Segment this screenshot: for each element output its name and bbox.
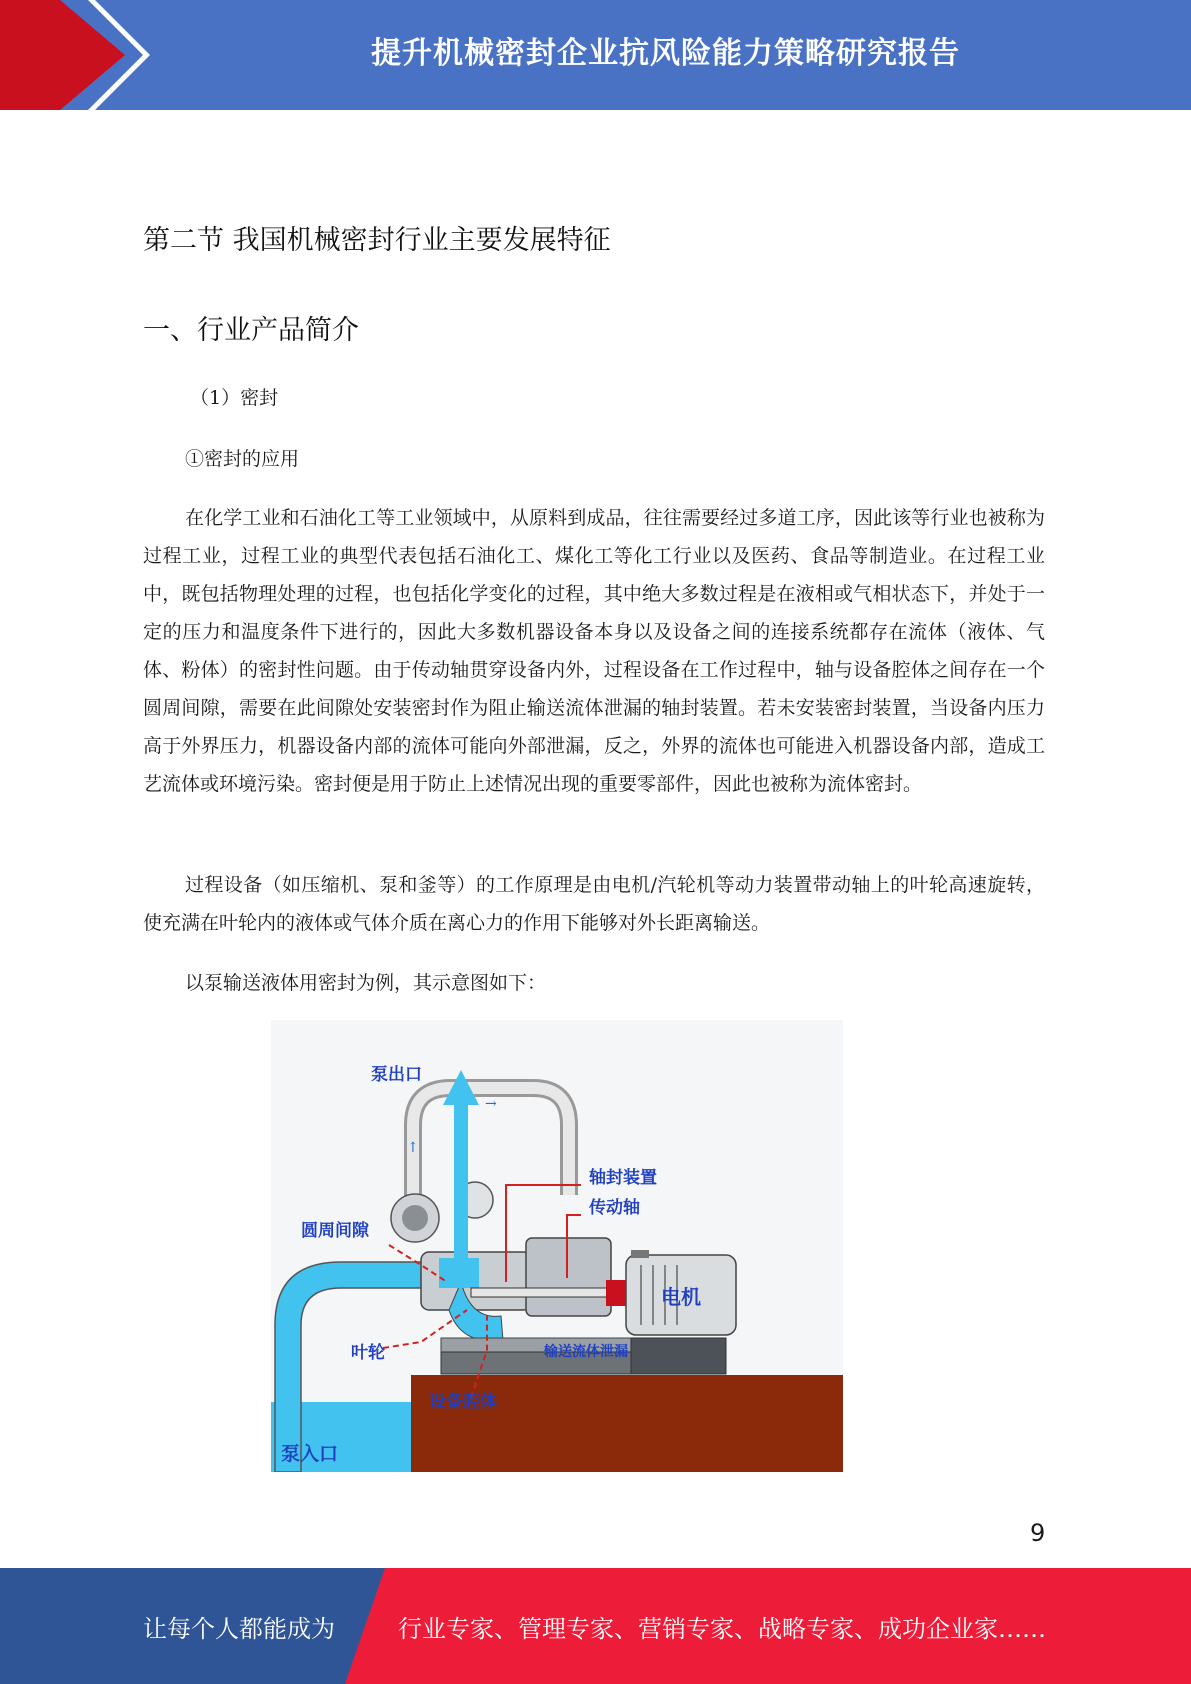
footer-slogan-left: 让每个人都能成为 [143, 1614, 335, 1643]
label-inlet: 泵入口 [281, 1443, 339, 1465]
label-impeller: 叶轮 [351, 1343, 385, 1363]
svg-text:↑: ↑ [407, 1140, 419, 1156]
list-heading-seal-application: ①密封的应用 [185, 448, 300, 470]
label-outlet: 泵出口 [371, 1065, 422, 1085]
section-title: 第二节 我国机械密封行业主要发展特征 [143, 225, 611, 256]
svg-text:→: → [485, 1096, 497, 1112]
pump-seal-diagram [271, 1020, 843, 1472]
page-number: 9 [1030, 1519, 1046, 1547]
label-leak: 输送流体泄漏 [544, 1344, 628, 1360]
sub-title: 一、行业产品简介 [143, 315, 359, 346]
label-cavity: 设备腔体 [429, 1392, 497, 1412]
label-gap: 圆周间隙 [301, 1221, 369, 1241]
ground-block [411, 1375, 843, 1472]
header-chevron-decoration [0, 0, 200, 110]
seal-housing [526, 1238, 611, 1316]
page-header [0, 0, 1191, 110]
list-heading-seal: （1）密封 [190, 387, 279, 409]
paragraph-process-industry: 在化学工业和石油化工等工业领域中，从原料到成品，往往需要经过多道工序，因此该等行业也被称为过程工业，过程工业的典型代表包括石油化工、煤化工等化工行业以及医药、食品等制造业。在过程工业中，既包括物理处理的过程，也包括化学变化的过程，其中绝大多数过程是在液相或气相状态下，并处于一定的压力和温度条件下进行的，因此大多数机器设备本身以及设备之间的连接系统都存在流体（液体、气体、粉体）的密封性问题。由于传动轴贯穿设备内外，过程设备在工作过程中，轴与设备腔体之间存在一个圆周间隙，需要在此间隙处安装密封作为阻止输送流体泄漏的轴封装置。若未安装密封装置，当设备内压力高于外界压力，机器设备内部的流体可能向外部泄漏，反之，外界的流体也可能进入机器设备内部，造成工艺流体或环境污染。密封便是用于防止上述情况出现的重要零部件，因此也被称为流体密封。 [143, 507, 1045, 795]
page-footer [0, 1568, 1191, 1684]
label-shaft-seal: 轴封装置 [589, 1168, 657, 1188]
paragraph-working-principle: 过程设备（如压缩机、泵和釜等）的工作原理是由电机/汽轮机等动力装置带动轴上的叶轮高速旋转，使充满在叶轮内的液体或气体介质在离心力的作用下能够对外长距离输送。 [143, 874, 1045, 934]
label-motor: 电机 [661, 1285, 701, 1309]
footer-slogan-right: 行业专家、管理专家、营销专家、战略专家、成功企业家…… [398, 1614, 1046, 1643]
label-drive-shaft: 传动轴 [589, 1198, 640, 1218]
paragraph-diagram-intro: 以泵输送液体用密封为例，其示意图如下： [185, 972, 547, 994]
header-title: 提升机械密封企业抗风险能力策略研究报告 [371, 36, 960, 71]
outlet-arrow [443, 1070, 479, 1278]
